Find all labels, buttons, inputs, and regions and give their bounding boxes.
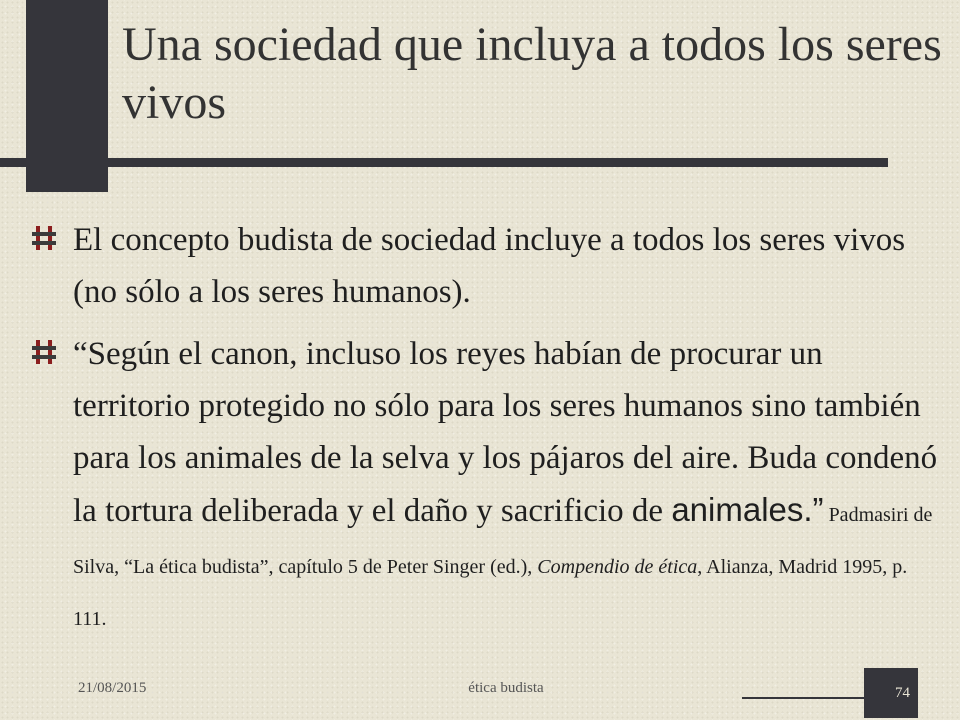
bullet-item-1 [30, 214, 940, 318]
slide-title: Una sociedad que incluya a todos los seres vivos [122, 18, 942, 129]
grid-bullet-icon [30, 224, 58, 252]
quote-text: “Según el canon, incluso los reyes habían de procurar un territorio protegido no sólo para los seres humanos sino también para los animales de la selva y los pájaros del aire. Buda condenó la tortura deliberada y el daño y sacrificio de [73, 336, 938, 529]
quote-last-word: animales.” [671, 491, 824, 528]
decorative-horizontal-bar [0, 158, 888, 167]
grid-bullet-icon [30, 338, 58, 366]
slide-body [30, 214, 940, 651]
citation-book-title: Compendio de ética [537, 556, 698, 578]
bullet-item-2 [30, 328, 940, 641]
footer-divider [742, 697, 865, 699]
page-number: 74 [864, 668, 918, 718]
citation-part-2: , Alianza, Madrid 1995, p. 111. [73, 556, 908, 630]
footer-title: ética budista [468, 680, 544, 696]
citation-part-1: Padmasiri de Silva, “La ética budista”, capítulo 5 de Peter Singer (ed.), [73, 504, 933, 578]
bullet-text-1: El concepto budista de sociedad incluye a todos los seres vivos (no sólo a los seres humanos). [73, 222, 906, 310]
footer-date: 21/08/2015 [78, 680, 147, 696]
